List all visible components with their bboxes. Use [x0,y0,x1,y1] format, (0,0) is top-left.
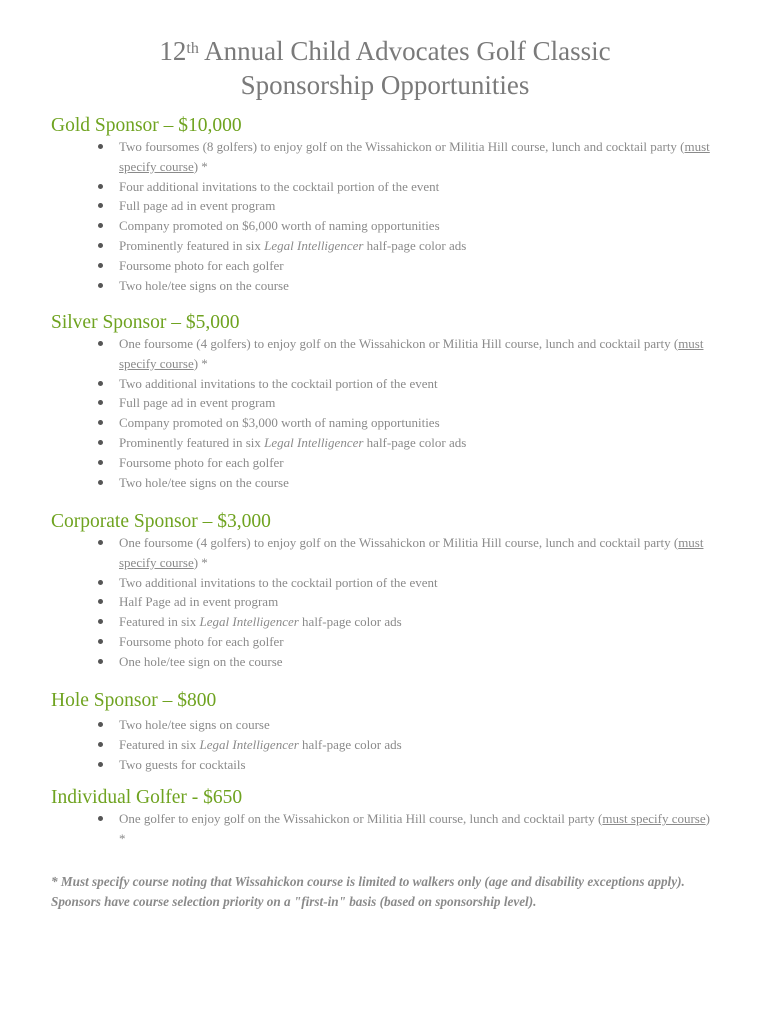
must-specify-course-note: must specify course [119,336,704,371]
list-item: Prominently featured in six Legal Intelligencer half-page color ads [0,433,719,453]
bullet-icon [98,223,103,228]
individual-golfer-benefits [0,809,719,849]
publication-name: Legal Intelligencer [199,614,299,630]
title-event-name: Annual Child Advocates Golf Classic [198,36,611,66]
bullet-icon [98,599,103,604]
silver-sponsor-heading: Silver Sponsor – $5,000 [51,312,240,333]
list-item: Prominently featured in six Legal Intelligencer half-page color ads [0,236,719,256]
list-item: Two foursomes (8 golfers) to enjoy golf on the Wissahickon or Militia Hill course, lunch and cocktail party (must specify course) * [0,137,719,177]
list-item: Company promoted on $3,000 worth of naming opportunities [0,413,719,433]
list-item: One foursome (4 golfers) to enjoy golf on the Wissahickon or Militia Hill course, lunch and cocktail party (must specify course) * [0,533,719,573]
bullet-icon [98,400,103,405]
must-specify-course-note: must specify course [602,811,706,826]
gold-sponsor-benefits [0,137,719,295]
list-item: Foursome photo for each golfer [0,453,719,473]
publication-name: Legal Intelligencer [264,237,364,253]
list-item: Two hole/tee signs on the course [0,473,719,493]
bullet-icon [98,816,103,821]
list-item: One foursome (4 golfers) to enjoy golf on the Wissahickon or Militia Hill course, lunch and cocktail party (must specify course) * [0,334,719,374]
list-item: One golfer to enjoy golf on the Wissahickon or Militia Hill course, lunch and cocktail party (must specify course) * [0,809,719,849]
bullet-icon [98,540,103,545]
course-footnote: * Must specify course noting that Wissahickon course is limited to walkers only (age and disability exceptions apply). Sponsors have course selection priority on a "first-in" basis (based on sponsorship level). [51,874,685,909]
must-specify-course-note: must specify course [119,535,704,570]
bullet-icon [98,580,103,585]
individual-golfer-heading: Individual Golfer - $650 [51,787,243,808]
bullet-icon [98,184,103,189]
list-item: One hole/tee sign on the course [0,652,719,672]
list-item: Foursome photo for each golfer [0,256,719,276]
list-item: Full page ad in event program [0,393,719,413]
list-item: Four additional invitations to the cocktail portion of the event [0,177,719,197]
corporate-sponsor-benefits [0,533,719,672]
bullet-icon [98,619,103,624]
silver-sponsor-benefits [0,334,719,492]
list-item: Two hole/tee signs on the course [0,276,719,296]
bullet-icon [98,722,103,727]
bullet-icon [98,203,103,208]
bullet-icon [98,659,103,664]
list-item: Two hole/tee signs on course [0,715,719,735]
gold-sponsor-heading: Gold Sponsor – $10,000 [51,115,242,136]
bullet-icon [98,283,103,288]
bullet-icon [98,263,103,268]
list-item: Two additional invitations to the cocktail portion of the event [0,374,719,394]
list-item: Featured in six Legal Intelligencer half-page color ads [0,612,719,632]
list-item: Foursome photo for each golfer [0,632,719,652]
list-item: Half Page ad in event program [0,592,719,612]
list-item: Two guests for cocktails [0,755,719,775]
list-item: Full page ad in event program [0,196,719,216]
publication-name: Legal Intelligencer [264,434,364,450]
list-item: Featured in six Legal Intelligencer half-page color ads [0,735,719,755]
bullet-icon [98,440,103,445]
bullet-icon [98,762,103,767]
bullet-icon [98,381,103,386]
title-number: 12 [159,36,187,66]
bullet-icon [98,144,103,149]
hole-sponsor-heading: Hole Sponsor – $800 [51,690,217,711]
bullet-icon [98,243,103,248]
hole-sponsor-benefits [0,715,719,774]
bullet-icon [98,341,103,346]
bullet-icon [98,480,103,485]
publication-name: Legal Intelligencer [199,736,299,752]
bullet-icon [98,460,103,465]
bullet-icon [98,742,103,747]
page-subtitle: Sponsorship Opportunities [240,70,530,100]
must-specify-course-note: must specify course [119,139,710,174]
list-item: Two additional invitations to the cocktail portion of the event [0,573,719,593]
title-ordinal-suffix: th [186,40,199,57]
page-title [0,34,770,68]
corporate-sponsor-heading: Corporate Sponsor – $3,000 [51,511,271,532]
list-item: Company promoted on $6,000 worth of naming opportunities [0,216,719,236]
bullet-icon [98,639,103,644]
bullet-icon [98,420,103,425]
